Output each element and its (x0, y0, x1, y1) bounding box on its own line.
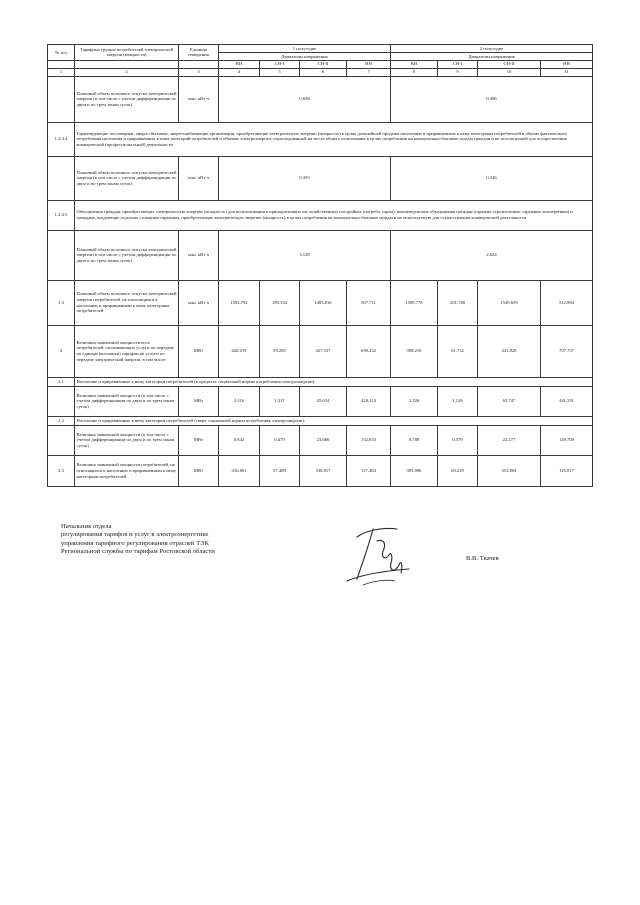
value-cell: 441,828 (478, 325, 541, 377)
column-number: 4 (219, 68, 260, 76)
table-row (48, 76, 593, 122)
table-row (48, 377, 593, 386)
value-cell: 441,231 (541, 386, 593, 416)
value-cell: 1549,659 (478, 280, 541, 325)
value-cell: 416,861 (219, 455, 260, 486)
column-number: 5 (260, 68, 300, 76)
value-cell: 65,747 (478, 386, 541, 416)
signatory-name: В.В. Ткачев (466, 555, 499, 562)
value-cell: 3,128 (219, 230, 391, 280)
indicator-description: Величина заявленной мощности (в том числе с учетом дифференциации по двум и по трем зонам суток) (75, 386, 179, 416)
unit-cell: млн. кВт·ч (179, 280, 219, 325)
column-number: 9 (438, 68, 478, 76)
value-cell: 0,638 (219, 76, 391, 122)
value-cell: 1592,792 (219, 280, 260, 325)
header-half2-label: 2 полугодие (479, 45, 504, 51)
value-cell: 0,496 (391, 76, 593, 122)
value-cell: 1,317 (260, 386, 300, 416)
indicator-description: Плановый объем полезного отпуска электрической энергии (в том числе с учетом дифференциации по двум и по трем зонам суток) (75, 76, 179, 122)
header-range2: Диапазоны напряжения (391, 52, 593, 60)
voltage-level-header: СН-II (300, 60, 347, 68)
table-row (48, 325, 593, 377)
column-number-row (48, 68, 593, 76)
value-cell: 2,624 (391, 230, 593, 280)
handwritten-signature (343, 521, 413, 593)
column-number: 1 (48, 68, 75, 76)
table-row (48, 280, 593, 325)
row-number: 2.3 (48, 455, 75, 486)
indicator-description: Величина заявленной мощности (в том числе с учетом дифференциации по двум и по трем зонам суток) (75, 425, 179, 455)
value-cell: 152,833 (347, 425, 391, 455)
value-cell: 0,788 (391, 425, 438, 455)
row-number (48, 386, 75, 416)
value-cell: 61,732 (438, 325, 478, 377)
table-row (48, 156, 593, 200)
column-number: 2 (75, 68, 179, 76)
value-cell: 117,484 (347, 455, 391, 486)
header-groups: Тарифные группы потребителей электрической энергии (мощности) (75, 45, 179, 61)
value-cell: 420,114 (347, 386, 391, 416)
value-cell: 59,285 (260, 325, 300, 377)
unit-cell: млн. кВт·ч (179, 76, 219, 122)
value-cell: 2,316 (219, 386, 260, 416)
value-cell: 23,666 (300, 425, 347, 455)
value-cell: 512,894 (541, 280, 593, 325)
value-cell: 60,229 (438, 455, 478, 486)
value-cell: 420,019 (219, 325, 260, 377)
unit-cell: МВт (179, 325, 219, 377)
voltage-level-header: ВН (219, 60, 260, 68)
value-cell: 0,479 (260, 425, 300, 455)
value-cell: 707,757 (541, 325, 593, 377)
indicator-description: Плановый объем полезного отпуска электрической энергии потребителей, не относящимся к населению и приравненным к нему категориям потребителей (75, 280, 179, 325)
value-cell: 149,708 (541, 425, 593, 455)
column-number: 7 (347, 68, 391, 76)
row-number: 1.3 (48, 280, 75, 325)
header-unit: Единица измерения (179, 45, 219, 61)
value-cell: 690,432 (347, 325, 391, 377)
value-cell: 0,842 (219, 425, 260, 455)
table-row (48, 455, 593, 486)
tariff-table (47, 44, 593, 487)
voltage-level-header: СН-I (438, 60, 478, 68)
footer-position-line: Начальник отдела (61, 523, 112, 530)
header-levels-row (48, 60, 593, 68)
value-cell: 1483,816 (300, 280, 347, 325)
header-num: № п/п (48, 45, 75, 61)
row-number (48, 230, 75, 280)
value-cell: 353,804 (478, 455, 541, 486)
table-row (48, 386, 593, 416)
column-number: 8 (391, 68, 438, 76)
value-cell: 507,711 (347, 280, 391, 325)
indicator-description: Плановый объем полезного отпуска электрической энергии (в том числе с учетом дифференциации по двум и по трем зонам суток) (75, 156, 179, 200)
header-half1 (219, 45, 391, 53)
row-number: 2.1 (48, 377, 75, 386)
category-description: Население и приравненные к нему категории потребителей (в пределах социальной нормы потребления электроэнергии): (75, 377, 593, 386)
header-range1: Диапазоны напряжения (219, 52, 391, 60)
value-cell: 2,326 (391, 386, 438, 416)
indicator-description: Плановый объем полезного отпуска электрической энергии (в том числе с учетом дифференциации по двум и по трем зонам суток) (75, 230, 179, 280)
table-row (48, 230, 593, 280)
row-number (48, 76, 75, 122)
value-cell: 1580,778 (391, 280, 438, 325)
value-cell: 116,817 (541, 455, 593, 486)
header-half1-label: 1 полугодие (292, 45, 317, 51)
table-row (48, 425, 593, 455)
value-cell: 398,210 (391, 325, 438, 377)
table-row (48, 416, 593, 425)
column-number: 3 (179, 68, 219, 76)
value-cell: 338,817 (300, 455, 347, 486)
value-cell: 57,489 (260, 455, 300, 486)
voltage-level-header: СН-II (478, 60, 541, 68)
voltage-level-header: ВН (391, 60, 438, 68)
header-half2 (391, 45, 593, 53)
category-description: Объединения граждан, приобретающих электрическую энергию (мощность) для использования в принадлежащих им хозяйственных постройках (погреба, сараи), некоммерческие объединения граждан (гаражно-строительные, гаражные кооперативы) и граждане, владеющие отдельно стоящими гаражами, приобретающие электрическую энергию (мощность) в целях потребления на коммунально-бытовые нужды и не используемую для осуществления коммерческой деятельности (75, 200, 593, 230)
row-number: 1.2.4.4 (48, 122, 75, 156)
value-cell: 1,126 (438, 386, 478, 416)
value-cell: 0,326 (391, 156, 593, 200)
unit-cell: МВт (179, 425, 219, 455)
column-number: 6 (300, 68, 347, 76)
value-cell: 395,096 (391, 455, 438, 486)
voltage-level-header: НН (541, 60, 593, 68)
table-row (48, 122, 593, 156)
row-number: 2.2 (48, 416, 75, 425)
value-cell: 45,654 (300, 386, 347, 416)
indicator-description: Величина заявленной мощности всех потребителей, оплачивающих услуги по передаче по единым (котловым) тарифам на услуги по передаче электрической энергии, в том числе: (75, 325, 179, 377)
value-cell: 189,334 (260, 280, 300, 325)
column-number: 11 (541, 68, 593, 76)
unit-cell: МВт (179, 455, 219, 486)
table-body (48, 45, 593, 487)
value-cell: 22,277 (478, 425, 541, 455)
unit-cell: млн. кВт·ч (179, 230, 219, 280)
category-description: Гарантирующие поставщики, энергосбытовые, энергоснабжающие организации, приобретающие электрическую энергию (мощность) в целях дальнейшей продажи населению и приравненным к нему категориям потребителей в объеме фактического потребления населения и приравненных к нему категорий потребителей и объемах электроэнергии, израсходованной на места общего пользования в целях потребления на коммунально-бытовые нужды граждан и не используемой для осуществления коммерческой (профессиональной) деятельности (75, 122, 593, 156)
header-row (48, 45, 593, 53)
unit-cell: млн. кВт·ч (179, 156, 219, 200)
value-cell: 0,379 (438, 425, 478, 455)
row-number: 1.2.4.5 (48, 200, 75, 230)
row-number: 2 (48, 325, 75, 377)
indicator-description: Величина заявленной мощности потребителей, не относящихся к населению и приравненным к нему категориям потребителей (75, 455, 179, 486)
footer-position-line: Региональной службы по тарифам Ростовской области (61, 547, 215, 555)
category-description: Население и приравненные к нему категории потребителей (сверх социальной нормы потребления электроэнергии): (75, 416, 593, 425)
row-number (48, 425, 75, 455)
voltage-level-header: НН (347, 60, 391, 68)
table-row (48, 200, 593, 230)
voltage-level-header: СН-I (260, 60, 300, 68)
value-cell: 0,393 (219, 156, 391, 200)
footer-position-line: управления тарифного регулирования отраслей ТЭК (61, 539, 209, 547)
footer-block (61, 523, 281, 556)
column-number: 10 (478, 68, 541, 76)
value-cell: 427,537 (300, 325, 347, 377)
value-cell: 201,748 (438, 280, 478, 325)
unit-cell: МВт (179, 386, 219, 416)
row-number (48, 156, 75, 200)
footer-position-line: регулирования тарифов и услуг в электроэнергетике (61, 531, 209, 539)
